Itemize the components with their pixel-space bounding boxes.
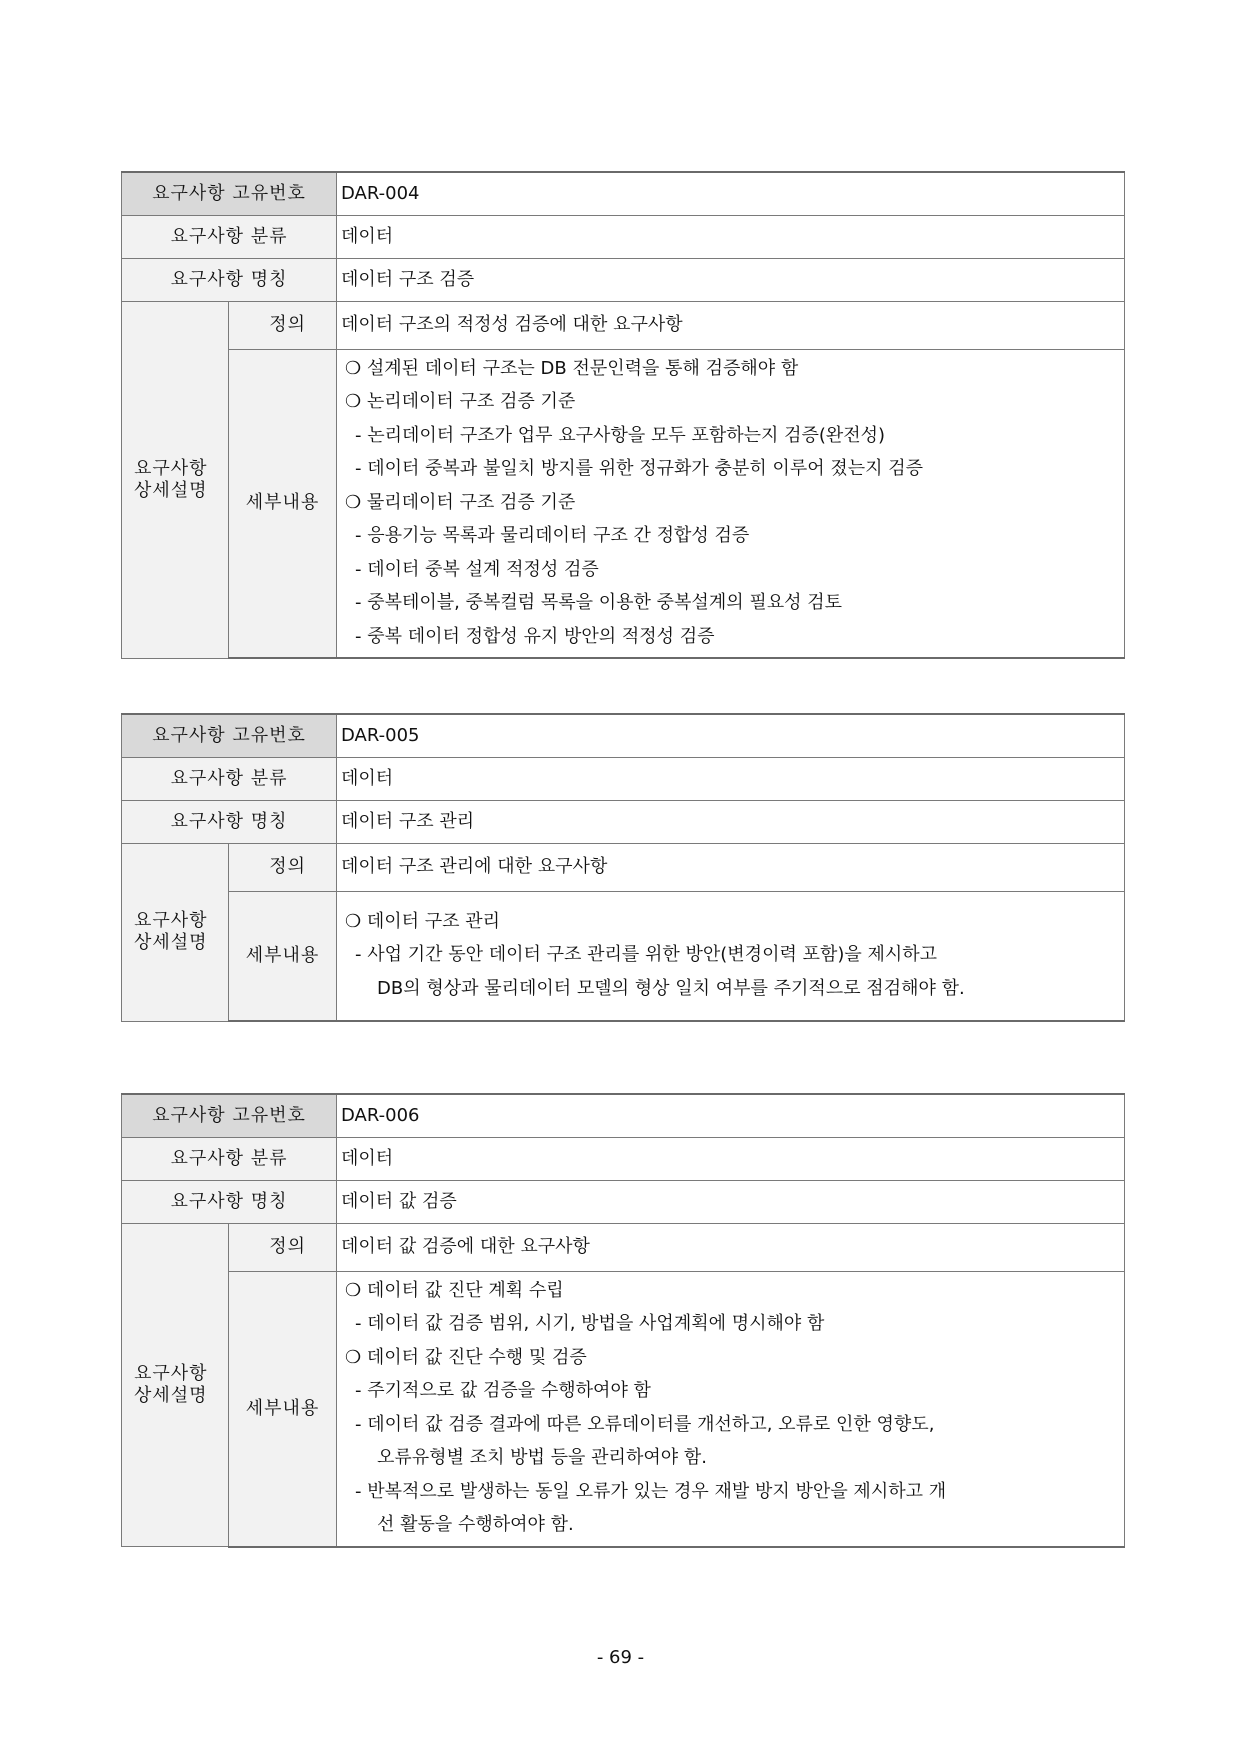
content-line: - 중복 데이터 정합성 유지 방안의 적정성 검증 [355, 625, 715, 647]
id-label: 요구사항 고유번호 [122, 172, 337, 215]
category-value: 데이터 [337, 215, 1125, 258]
id-label: 요구사항 고유번호 [122, 1094, 337, 1137]
category-label: 요구사항 분류 [122, 1137, 337, 1180]
content-line: - 사업 기간 동안 데이터 구조 관리를 위한 방안(변경이력 포함)을 제시하고 [355, 944, 938, 965]
content-label: 세부내용 [229, 891, 337, 1021]
content-line: ❍ 데이터 구조 관리 [345, 910, 501, 932]
id-value: DAR-004 [337, 172, 1125, 215]
content-line: ❍ 데이터 값 진단 수행 및 검증 [345, 1346, 587, 1368]
definition-label: 정의 [229, 843, 337, 891]
detail-label-line1: 요구사항 [134, 1363, 208, 1385]
name-value: 데이터 구조 검증 [337, 258, 1125, 301]
content-line: 오류유형별 조치 방법 등을 관리하여야 함. [377, 1447, 707, 1468]
content-line: ❍ 데이터 값 진단 계획 수립 [345, 1279, 564, 1301]
name-label: 요구사항 명칭 [122, 800, 337, 843]
requirement-table-dar-006 [121, 1093, 1125, 1548]
id-label: 요구사항 고유번호 [122, 714, 337, 757]
content-value [337, 349, 1125, 658]
detail-label-line1: 요구사항 [134, 457, 208, 479]
content-label: 세부내용 [229, 1271, 337, 1547]
content-line: ❍ 논리데이터 구조 검증 기준 [345, 391, 576, 412]
content-line: - 응용기능 목록과 물리데이터 구조 간 정합성 검증 [355, 525, 750, 546]
content-line: ❍ 설계된 데이터 구조는 DB 전문인력을 통해 검증해야 함 [345, 357, 799, 379]
content-line: DB의 형상과 물리데이터 모델의 형상 일치 여부를 주기적으로 점검해야 함. [377, 977, 965, 999]
detail-label [122, 843, 229, 1021]
definition-label: 정의 [229, 1223, 337, 1271]
category-label: 요구사항 분류 [122, 215, 337, 258]
content-line: - 중복테이블, 중복컬럼 목록을 이용한 중복설계의 필요성 검토 [355, 592, 842, 613]
category-value: 데이터 [337, 1137, 1125, 1180]
detail-label [122, 301, 229, 658]
page-number: - 69 - [596, 1647, 645, 1668]
id-value: DAR-006 [337, 1094, 1125, 1137]
detail-label [122, 1223, 229, 1547]
definition-value: 데이터 구조의 적정성 검증에 대한 요구사항 [337, 301, 1125, 349]
id-value: DAR-005 [337, 714, 1125, 757]
content-value [337, 1271, 1125, 1547]
requirement-table-dar-004 [121, 171, 1125, 659]
definition-value: 데이터 구조 관리에 대한 요구사항 [337, 843, 1125, 891]
content-line: - 데이터 중복 설계 적정성 검증 [355, 558, 599, 580]
definition-value: 데이터 값 검증에 대한 요구사항 [337, 1223, 1125, 1271]
definition-label: 정의 [229, 301, 337, 349]
detail-label-line2: 상세설명 [134, 479, 208, 501]
content-line: 선 활동을 수행하여야 함. [377, 1514, 574, 1535]
content-line: ❍ 물리데이터 구조 검증 기준 [345, 491, 576, 513]
category-value: 데이터 [337, 757, 1125, 800]
content-line: - 논리데이터 구조가 업무 요구사항을 모두 포함하는지 검증(완전성) [355, 424, 886, 446]
name-value: 데이터 구조 관리 [337, 800, 1125, 843]
detail-label-line2: 상세설명 [134, 932, 208, 953]
name-label: 요구사항 명칭 [122, 1180, 337, 1223]
content-line: - 주기적으로 값 검증을 수행하여야 함 [355, 1380, 651, 1401]
category-label: 요구사항 분류 [122, 757, 337, 800]
content-label: 세부내용 [229, 349, 337, 658]
content-line: - 반복적으로 발생하는 동일 오류가 있는 경우 재발 방지 방안을 제시하고 개 [355, 1480, 947, 1502]
content-line: - 데이터 중복과 불일치 방지를 위한 정규화가 충분히 이루어 졌는지 검증 [355, 458, 923, 479]
name-label: 요구사항 명칭 [122, 258, 337, 301]
requirement-table-dar-005 [121, 713, 1125, 1022]
content-value [337, 891, 1125, 1021]
content-line: - 데이터 값 검증 범위, 시기, 방법을 사업계획에 명시해야 함 [355, 1313, 825, 1334]
content-line: - 데이터 값 검증 결과에 따른 오류데이터를 개선하고, 오류로 인한 영향도, [355, 1413, 935, 1435]
detail-label-line1: 요구사항 [134, 910, 208, 932]
name-value: 데이터 값 검증 [337, 1180, 1125, 1223]
detail-label-line2: 상세설명 [134, 1384, 208, 1406]
